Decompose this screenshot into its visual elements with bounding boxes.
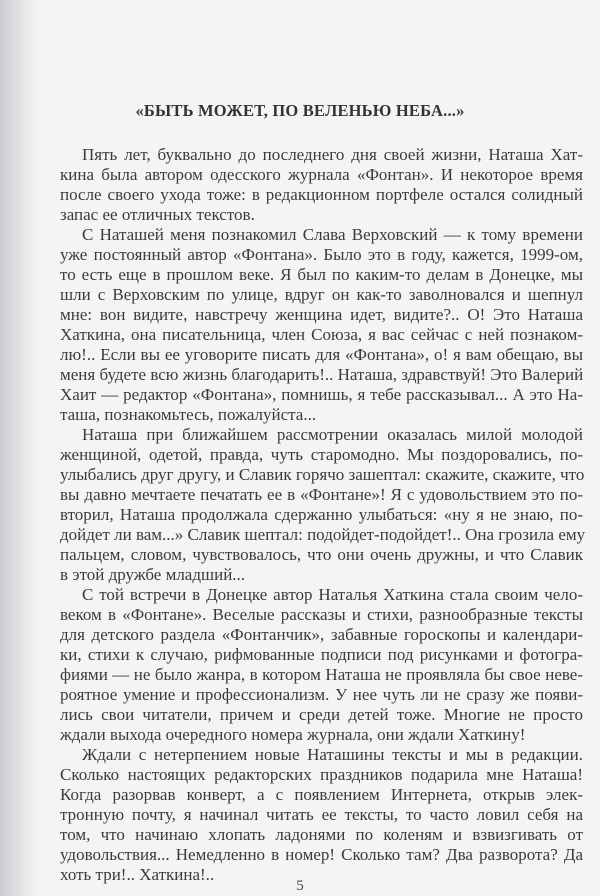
text-line: веком в «Фонтане». Веселые рассказы и стихи, разнообразные тексты — [60, 605, 583, 624]
text-line: Хаткина, она писательница, член Союза, я вас сейчас с ней познаком- — [60, 325, 583, 344]
text-line: шли с Верховским по улице, вдруг он как-то заволновался и шепнул — [60, 285, 583, 304]
text-line: Когда разорвав конверт, а с появлением Интернета, открыв элек- — [60, 785, 583, 804]
text-line: хоть три!.. Хаткина!.. — [60, 865, 215, 884]
paragraph — [60, 225, 583, 425]
text-line: фиями — не было жанра, в котором Наташа не проявляла бы свое неве- — [60, 665, 583, 684]
paragraph — [60, 585, 583, 745]
paragraph — [60, 425, 586, 585]
text-line: Хаит — редактор «Фонтана», помнишь, я тебе рассказывал... А это На- — [60, 385, 583, 404]
text-line: роятное умение и профессионализм. У нее чуть ли не сразу же появи- — [60, 685, 583, 704]
page-gutter-shadow — [0, 0, 40, 896]
text-line: Пять лет, буквально до последнего дня своей жизни, Наташа Хат- — [82, 145, 583, 164]
text-line: ждали выхода очередного номера журнала, они ждали Хаткину! — [60, 725, 526, 744]
text-line: С Наташей меня познакомил Слава Верховский — к тому времени — [82, 225, 583, 244]
text-line: женщиной, одетой, правда, чуть старомодно. Мы поздоровались, по- — [60, 445, 583, 464]
text-line: ки, стихи к случаю, рифмованные подписи под рисунками и фотогра- — [60, 645, 583, 664]
paragraph — [60, 145, 583, 225]
text-line: в этой дружбе младший... — [60, 565, 246, 584]
text-line: кина была автором одесского журнала «Фонтан». И некоторое время — [60, 165, 583, 184]
text-line: мне: вон видите, навстречу женщина идет, видите?.. О! Это Наташа — [60, 305, 583, 324]
text-line: таша, познакомьтесь, пожалуйста... — [60, 405, 317, 424]
text-line: удовольствия... Немедленно в номер! Сколько там? Два разворота? Да — [60, 845, 583, 864]
text-line: дойдет ли вам...» Славик шептал: подойдет-подойдет!.. Она грозила ему — [60, 525, 586, 544]
text-line: уже постоянный автор «Фонтана». Было это в году, кажется, 1999-ом, — [60, 245, 583, 264]
text-line: лись свои читатели, причем и среди детей тоже. Многие не просто — [60, 705, 583, 724]
text-line: том, что начинаю хлопать ладонями по коленям и взвизгивать от — [60, 825, 583, 844]
text-line: лю!.. Если вы ее уговорите писать для «Фонтана», о! я вам обещаю, вы — [60, 345, 583, 364]
chapter-title: «БЫТЬ МОЖЕТ, ПО ВЕЛЕНЬЮ НЕБА...» — [135, 101, 465, 120]
text-line: запас ее отличных текстов. — [60, 205, 255, 224]
text-line: меня будете всю жизнь благодарить!.. Наташа, здравствуй! Это Валерий — [60, 365, 584, 384]
body-text — [60, 145, 586, 885]
text-line: пальцем, словом, чувствовалось, что они очень дружны, и что Славик — [60, 545, 583, 564]
text-line: для детского раздела «Фонтанчик», забавные гороскопы и календари- — [60, 625, 583, 644]
text-line: то есть еще в прошлом веке. Я был по каким-то делам в Донецке, мы — [60, 265, 583, 284]
text-line: вторил, Наташа продолжала сдержанно улыбаться: «ну я не знаю, по- — [60, 505, 583, 524]
text-line: С той встречи в Донецке автор Наталья Хаткина стала своим чело- — [82, 585, 583, 604]
text-line: тронную почту, я начинал читать ее тексты, то часто ловил себя на — [60, 805, 583, 824]
text-line: Наташа при ближайшем рассмотрении оказалась милой молодой — [82, 425, 583, 444]
text-line: вы давно мечтаете печатать ее в «Фонтане»! Я с удовольствием это по- — [60, 485, 583, 504]
paragraph — [60, 745, 583, 885]
text-line: улыбались друг другу, и Славик горячо зашептал: скажите, скажите, что — [60, 465, 585, 484]
text-line: Ждали с нетерпением новые Наташины тексты и мы в редакции. — [82, 745, 583, 764]
text-line: после своего ухода тоже: в редакционном портфеле остался солидный — [60, 185, 583, 204]
page-number: 5 — [296, 878, 304, 894]
text-line: Сколько настоящих редакторских праздников подарила мне Наташа! — [60, 765, 583, 784]
